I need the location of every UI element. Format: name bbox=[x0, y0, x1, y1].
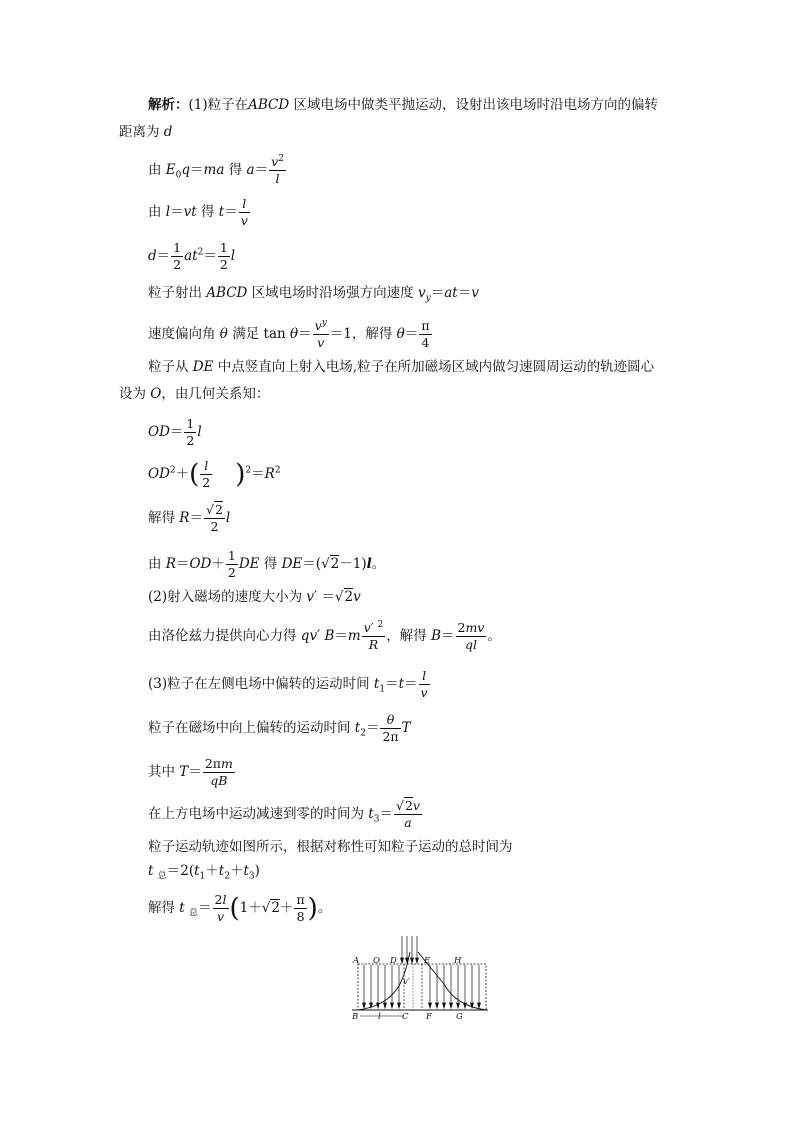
part2-field: 由洛伦兹力提供向心力得 qv′ B＝m $\frac{v' ^2}{R}$ ，解得 B＝ $\frac{2mv}{ql}$ 。 bbox=[148, 619, 501, 652]
equation-r-squared: $OD^2+$( $\frac{l}{2}$ )$^2=R^2$ bbox=[148, 458, 281, 490]
part3-total: t $_总=2(t_1+t_2+t_3)$ bbox=[148, 863, 260, 882]
figure-label-c: C bbox=[402, 1012, 409, 1020]
equation-time: 由 l＝vt 得 t＝ $\frac{l}{v}$ bbox=[148, 196, 248, 228]
figure-label-e: E bbox=[424, 956, 431, 966]
part3-result: 解得 t $_总$＝ $\frac{2l}{v}$ (1＋√2＋ $\frac{\pi}{8}$ )。 bbox=[148, 892, 332, 924]
equation-od: OD＝ $\frac{1}{2}$ l bbox=[148, 416, 202, 448]
figure-label-d: D bbox=[390, 956, 397, 966]
figure-label-o: O bbox=[373, 956, 380, 966]
solution-heading: 解析： bbox=[148, 97, 189, 113]
part2-velocity: (2)射入磁场的速度大小为 v′ ＝√2v bbox=[148, 589, 361, 605]
equation-de: 由 R＝OD＋ $\frac{1}{2}$ DE 得 DE＝(√2－1)l。 bbox=[148, 548, 386, 580]
figure-label-h: H bbox=[454, 956, 462, 966]
part3-period: 其中 T＝ $\frac{2\pi m}{qB}$ bbox=[148, 756, 233, 788]
figure-label-l: l bbox=[378, 1012, 381, 1020]
part3-t3: 在上方电场中运动减速到零的时间为 $t_3=$ $\frac{√2v}{a}$ bbox=[148, 798, 420, 830]
solution-line-2: 距离为 d bbox=[119, 124, 173, 140]
figure-label-a: A bbox=[353, 956, 360, 966]
figure-label-f: F bbox=[426, 1012, 432, 1020]
part3-symmetry: 粒子运动轨迹如图所示，根据对称性可知粒子运动的总时间为 bbox=[148, 839, 513, 855]
part3-t1: (3)粒子在左侧电场中偏转的运动时间 $t_1=t=$ $\frac{l}{v}$ bbox=[148, 668, 428, 700]
equation-acceleration: 由 $E_0q=ma$ 得 a＝ $\frac{v^2}{l}$ bbox=[148, 153, 284, 186]
line-angle: 速度偏向角 θ 满足 tan θ＝ $\frac{v^y}{v}$ ＝1，解得 θ＝ $\frac{\pi}{4}$ bbox=[148, 317, 430, 350]
equation-displacement: d＝ $\frac{1}{2}$ $at^2=$ $\frac{1}{2}$ l bbox=[148, 240, 236, 272]
figure-label-b: B bbox=[352, 1012, 359, 1020]
line-de-1: 粒子从 DE 中点竖直向上射入电场,粒子在所加磁场区域内做匀速圆周运动的轨迹圆心 bbox=[148, 359, 655, 375]
part3-t2: 粒子在磁场中向上偏转的运动时间 $t_2=$ $\frac{\theta}{2\pi}$ T bbox=[148, 712, 411, 744]
line-vy: 粒子射出 ABCD 区域电场时沿场强方向速度 $v_y=at=v$ bbox=[148, 285, 479, 304]
figure-label-g: G bbox=[456, 1012, 463, 1020]
trajectory-figure bbox=[348, 932, 498, 1020]
solution-line-1: 解析：(1)粒子在ABCD 区域电场中做类平抛运动，设射出该电场时沿电场方向的偏转 bbox=[148, 97, 658, 113]
equation-r: 解得 R＝ $\frac{√2}{2}$ l bbox=[148, 502, 231, 534]
figure-label-v-prime: v′ bbox=[403, 977, 410, 987]
line-de-2: 设为 O，由几何关系知： bbox=[119, 386, 270, 402]
